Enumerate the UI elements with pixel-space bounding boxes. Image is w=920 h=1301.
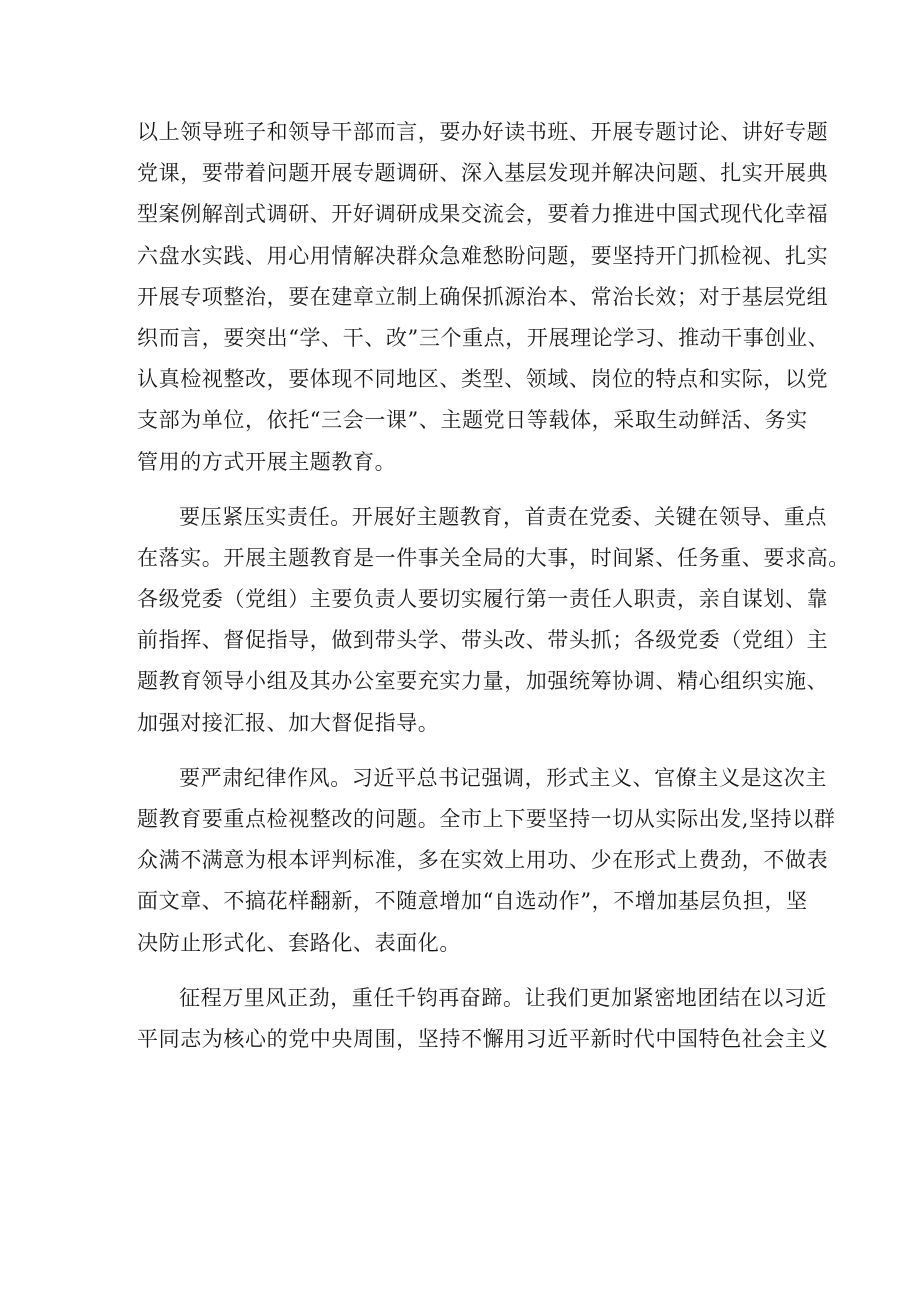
text-line: 以上领导班子和领导干部而言，要办好读书班、开展专题讨论、讲好专题 — [137, 120, 829, 144]
text-line: 支部为单位，依托“三会一课”、主题党日等载体，采取生动鲜活、务实 — [137, 408, 808, 433]
text-line: 平同志为核心的党中央周围，坚持不懈用习近平新时代中国特色社会主义 — [137, 1026, 829, 1051]
paragraph-1 — [137, 112, 830, 483]
text-line: 面文章、不搞花样翻新，不随意增加“自选动作”，不增加基层负担，坚 — [137, 889, 808, 914]
text-line: 众满不满意为根本评判标准，多在实效上用功、少在形式上费劲，不做表 — [137, 848, 829, 873]
document-body — [137, 112, 850, 1060]
text-line: 织而言，要突出“学、干、改”三个重点，开展理论学习、推动干事创业、 — [137, 325, 830, 350]
text-line: 决防止形式化、套路化、表面化。 — [137, 930, 461, 955]
text-line: 六盘水实践、用心用情解决群众急难愁盼问题，要坚持开门抓检视、扎实 — [137, 243, 829, 268]
text-line: 认真检视整改，要体现不同地区、类型、领域、岗位的特点和实际，以党 — [137, 367, 829, 392]
text-line-indented: 要严肃纪律作风。习近平总书记强调，形式主义、官僚主义是这次主 — [179, 765, 827, 790]
text-line: 型案例解剖式调研、开好调研成果交流会，要着力推进中国式现代化幸福 — [137, 202, 829, 227]
text-line: 各级党委（党组）主要负责人要切实履行第一责任人职责，亲自谋划、靠 — [137, 587, 829, 612]
text-line: 加强对接汇报、加大督促指导。 — [137, 710, 440, 735]
text-line: 题教育要重点检视整改的问题。全市上下要坚持一切从实际出发,坚持以群 — [137, 807, 836, 831]
text-line: 题教育领导小组及其办公室要充实力量，加强统筹协调、精心组织实施、 — [137, 669, 829, 694]
paragraph-2 — [137, 497, 850, 744]
paragraph-3 — [137, 758, 836, 964]
paragraph-4 — [137, 978, 829, 1060]
text-line-indented: 要压紧压实责任。开展好主题教育，首责在党委、关键在领导、重点 — [179, 504, 827, 529]
text-line: 党课，要带着问题开展专题调研、深入基层发现并解决问题、扎实开展典 — [137, 161, 829, 186]
text-line-indented: 征程万里风正劲，重任千钧再奋蹄。让我们更加紧密地团结在以习近 — [179, 985, 827, 1010]
text-line: 管用的方式开展主题教育。 — [137, 449, 397, 474]
text-line: 开展专项整治，要在建章立制上确保抓源治本、常治长效；对于基层党组 — [137, 284, 829, 309]
text-line: 在落实。开展主题教育是一件事关全局的大事，时间紧、任务重、要求高。 — [137, 545, 850, 570]
text-line: 前指挥、督促指导，做到带头学、带头改、带头抓；各级党委（党组）主 — [137, 628, 829, 653]
